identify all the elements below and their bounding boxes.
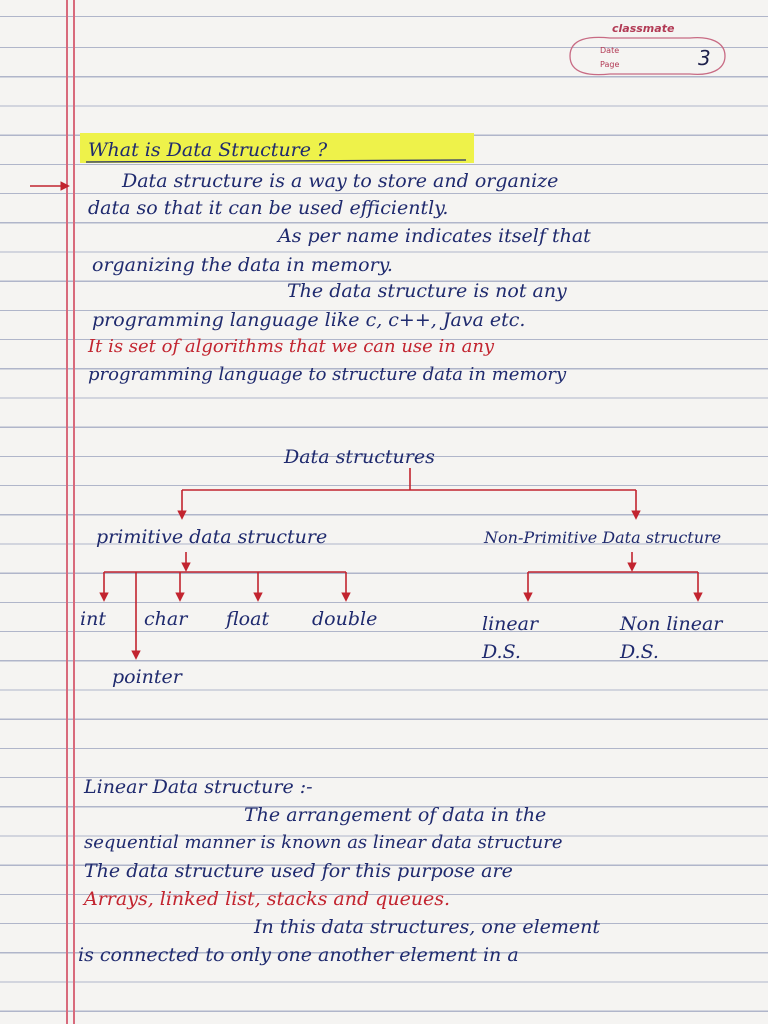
margin-line-left xyxy=(66,0,68,1024)
intro-line-5: The data structure is not any xyxy=(287,280,567,302)
leaf-int: int xyxy=(80,608,106,630)
brand-logo: classmate xyxy=(612,22,675,35)
page-number: 3 xyxy=(698,46,711,70)
leaf-float: float xyxy=(226,608,270,630)
leaf-char: char xyxy=(144,608,188,630)
intro-line-1: Data structure is a way to store and organize xyxy=(122,170,559,192)
tree-primitive-connector xyxy=(104,552,346,658)
margin-line-right xyxy=(73,0,75,1024)
tree-non-primitive-connector xyxy=(528,552,698,600)
page-label: Page xyxy=(600,60,620,69)
intro-line-8: programming language to structure data in memory xyxy=(88,364,567,385)
linear-line-6: is connected to only one another element in a xyxy=(78,944,519,966)
date-label: Date xyxy=(600,46,620,55)
intro-line-3: As per name indicates itself that xyxy=(278,225,591,247)
primitive-node: primitive data structure xyxy=(96,526,328,548)
linear-line-5: In this data structures, one element xyxy=(254,916,601,938)
linear-line-2: sequential manner is known as linear data structure xyxy=(84,832,563,853)
heading-text: What is Data Structure ? xyxy=(88,139,328,161)
intro-line-6: programming language like c, c++, Java etc. xyxy=(92,309,526,331)
diagram-root: Data structures xyxy=(284,446,435,468)
intro-line-4: organizing the data in memory. xyxy=(92,254,393,276)
intro-line-2: data so that it can be used efficiently. xyxy=(88,197,449,219)
leaf-double: double xyxy=(312,608,378,630)
leaf-pointer: pointer xyxy=(112,666,182,688)
tree-root-connector xyxy=(182,468,636,518)
leaf-linear: linear D.S. xyxy=(482,613,539,663)
non-primitive-node: Non-Primitive Data structure xyxy=(484,528,722,547)
leaf-non-linear: Non linear D.S. xyxy=(620,613,723,663)
linear-line-4: Arrays, linked list, stacks and queues. xyxy=(84,888,451,910)
linear-line-1: The arrangement of data in the xyxy=(244,804,547,826)
intro-line-7: It is set of algorithms that we can use in any xyxy=(88,336,495,357)
heading xyxy=(88,141,327,160)
linear-section-title: Linear Data structure :- xyxy=(84,776,313,798)
linear-line-3: The data structure used for this purpose are xyxy=(84,860,513,882)
